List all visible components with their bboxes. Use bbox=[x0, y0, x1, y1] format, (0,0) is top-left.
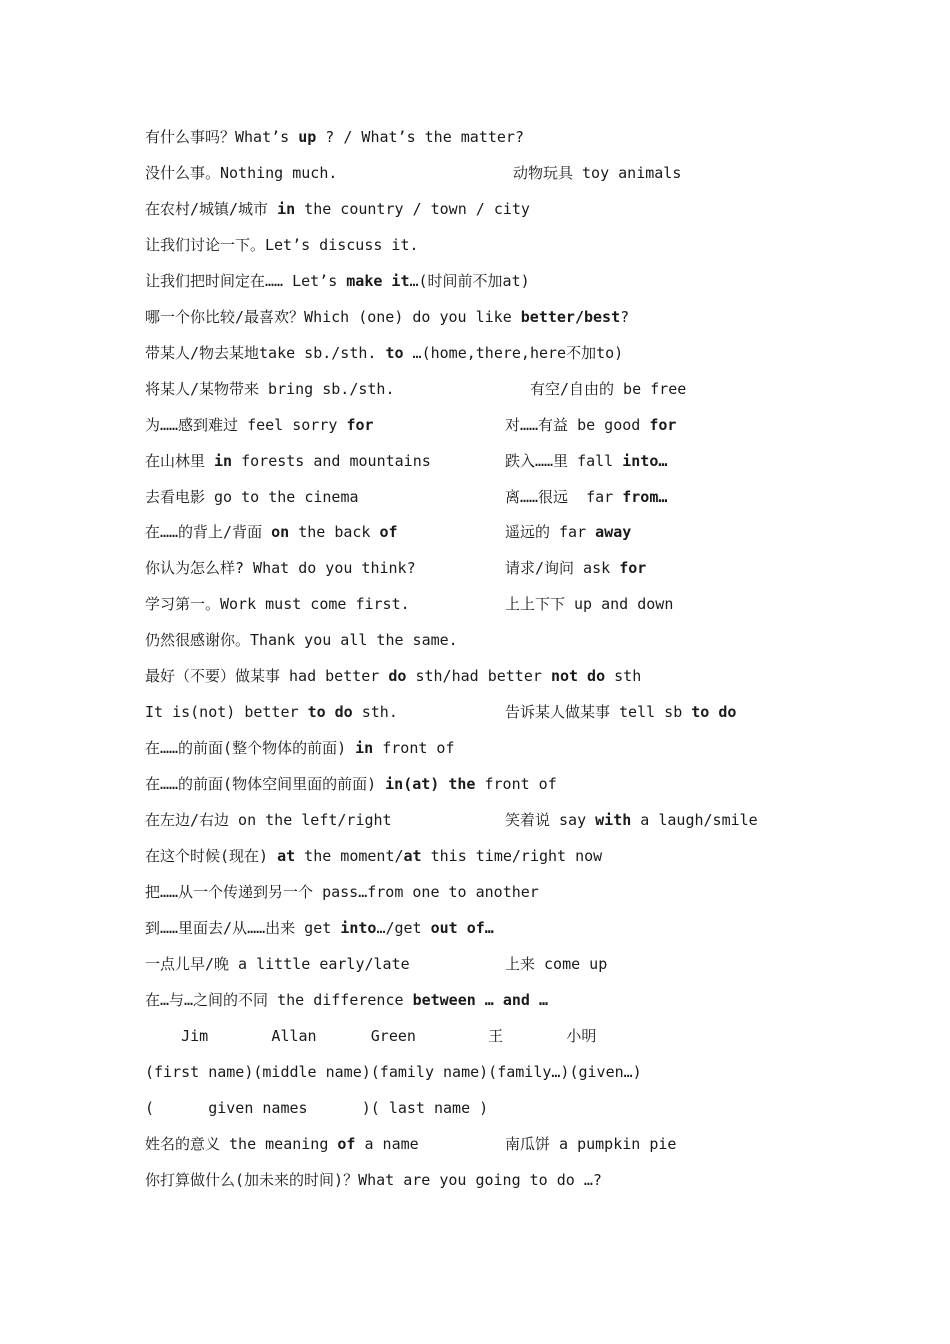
document-line bbox=[145, 592, 410, 616]
document-line bbox=[145, 1132, 419, 1156]
text-segment: 跌入……里 fall bbox=[505, 452, 623, 470]
document-line bbox=[145, 880, 539, 904]
bold-term: between … and … bbox=[412, 991, 549, 1009]
document-line-right-column bbox=[505, 485, 667, 509]
text-segment: 带某人/物去某地take sb./sth. bbox=[145, 344, 386, 362]
bold-term: out of… bbox=[430, 919, 494, 937]
text-segment: 在农村/城镇/城市 bbox=[145, 200, 278, 218]
text-segment: 在这个时候(现在) bbox=[145, 847, 278, 865]
text-segment: 在……的前面(整个物体的前面) bbox=[145, 739, 356, 757]
text-segment: 最好（不要）做某事 had better bbox=[145, 667, 389, 685]
text-segment: sth. bbox=[352, 703, 398, 721]
bold-term: at bbox=[403, 847, 422, 865]
bold-term: in bbox=[355, 739, 374, 757]
bold-term: at bbox=[277, 847, 296, 865]
text-segment: Jim Allan Green 王 小明 bbox=[145, 1027, 597, 1045]
text-segment: 到……里面去/从……出来 get bbox=[145, 919, 341, 937]
text-segment: 告诉某人做某事 tell sb bbox=[505, 703, 692, 721]
document-line bbox=[145, 377, 395, 401]
document-line bbox=[145, 413, 374, 437]
document-line-right-column bbox=[505, 808, 758, 832]
document-line bbox=[145, 233, 419, 257]
text-segment: 让我们把时间定在…… Let’s bbox=[145, 272, 347, 290]
text-segment: the moment/ bbox=[295, 847, 404, 865]
document-line bbox=[145, 664, 641, 688]
text-segment: 上上下下 up and down bbox=[505, 595, 674, 613]
text-segment: forests and mountains bbox=[232, 452, 431, 470]
text-segment: 在左边/右边 on the left/right bbox=[145, 811, 392, 829]
text-segment: this time/right now bbox=[421, 847, 603, 865]
document-line bbox=[145, 341, 623, 365]
document-line bbox=[145, 161, 337, 185]
document-line bbox=[145, 269, 530, 293]
text-segment: 哪一个你比较/最喜欢？Which (one) do you like bbox=[145, 308, 521, 326]
bold-term: of bbox=[337, 1135, 356, 1153]
bold-term: on bbox=[271, 523, 290, 541]
document-line bbox=[145, 1096, 488, 1120]
text-segment: 将某人/某物带来 bring sb./sth. bbox=[145, 380, 395, 398]
document-line-right-column bbox=[505, 1132, 676, 1156]
text-segment: 在……的背上/背面 bbox=[145, 523, 272, 541]
document-line bbox=[145, 520, 398, 544]
bold-term: not do bbox=[550, 667, 606, 685]
text-segment: a name bbox=[355, 1135, 419, 1153]
bold-term: to bbox=[385, 344, 404, 362]
text-segment: 学习第一。Work must come first. bbox=[145, 595, 410, 613]
bold-term: better/best bbox=[520, 308, 621, 326]
text-segment: 去看电影 go to the cinema bbox=[145, 488, 359, 506]
text-segment: the back bbox=[289, 523, 380, 541]
text-segment: 你认为怎么样? What do you think? bbox=[145, 559, 416, 577]
text-segment: 离……很远 far bbox=[505, 488, 623, 506]
text-segment: 有空/自由的 be free bbox=[530, 380, 687, 398]
bold-term: make it bbox=[346, 272, 410, 290]
text-segment: 为……感到难过 feel sorry bbox=[145, 416, 347, 434]
document-line-right-column bbox=[505, 556, 646, 580]
document-line bbox=[145, 952, 410, 976]
document-line bbox=[145, 305, 629, 329]
bold-term: for bbox=[346, 416, 374, 434]
text-segment: …(home,there,here不加to) bbox=[403, 344, 624, 362]
text-segment: 没什么事。Nothing much. bbox=[145, 164, 338, 182]
document-line-right-column bbox=[505, 449, 667, 473]
document-line-right-column bbox=[505, 592, 673, 616]
bold-term: into… bbox=[622, 452, 668, 470]
text-segment: a laugh/smile bbox=[631, 811, 758, 829]
document-line bbox=[145, 1060, 642, 1084]
text-segment: ? bbox=[620, 308, 630, 326]
text-segment: …/get bbox=[376, 919, 431, 937]
bold-term: from… bbox=[622, 488, 668, 506]
text-segment: 在……的前面(物体空间里面的前面) bbox=[145, 775, 386, 793]
document-line bbox=[145, 485, 359, 509]
document-line bbox=[145, 808, 392, 832]
bold-term: away bbox=[595, 523, 632, 541]
document-line bbox=[145, 125, 524, 149]
text-segment: 一点儿早/晚 a little early/late bbox=[145, 955, 410, 973]
bold-term: in bbox=[214, 452, 233, 470]
text-segment: 请求/询问 ask bbox=[505, 559, 620, 577]
text-segment: 在…与…之间的不同 the difference bbox=[145, 991, 413, 1009]
text-segment: the country / town / city bbox=[295, 200, 530, 218]
text-segment: …(时间前不加at) bbox=[409, 272, 530, 290]
text-segment: 上来 come up bbox=[505, 955, 608, 973]
bold-term: in bbox=[277, 200, 296, 218]
bold-term: in(at) the bbox=[385, 775, 476, 793]
document-line bbox=[145, 988, 548, 1012]
text-segment: ? / What’s the matter? bbox=[316, 128, 524, 146]
text-segment: 在山林里 bbox=[145, 452, 215, 470]
text-segment: It is(not) better bbox=[145, 703, 308, 721]
text-segment: (first name)(middle name)(family name)(family…)(given…) bbox=[145, 1063, 642, 1081]
bold-term: to do bbox=[307, 703, 353, 721]
document-line-right-column bbox=[505, 413, 676, 437]
document-line bbox=[145, 844, 602, 868]
document-line bbox=[145, 556, 416, 580]
text-segment: 把……从一个传递到另一个 pass…from one to another bbox=[145, 883, 539, 901]
document-line bbox=[145, 700, 398, 724]
document-line-right-column bbox=[505, 952, 607, 976]
document-line bbox=[145, 449, 431, 473]
text-segment: 你打算做什么(加未来的时间)？What are you going to do …? bbox=[145, 1171, 602, 1189]
text-segment: 南瓜饼 a pumpkin pie bbox=[505, 1135, 677, 1153]
bold-term: into bbox=[340, 919, 377, 937]
bold-term: for bbox=[619, 559, 647, 577]
text-segment: 笑着说 say bbox=[505, 811, 596, 829]
bold-term: to do bbox=[691, 703, 737, 721]
bold-term: do bbox=[388, 667, 407, 685]
text-segment: 遥远的 far bbox=[505, 523, 596, 541]
document-line bbox=[145, 916, 494, 940]
document-line bbox=[145, 1024, 596, 1048]
document-line bbox=[145, 197, 530, 221]
text-segment: 对……有益 be good bbox=[505, 416, 650, 434]
text-segment: front of bbox=[475, 775, 557, 793]
bold-term: of bbox=[379, 523, 398, 541]
text-segment: 仍然很感谢你。Thank you all the same. bbox=[145, 631, 458, 649]
text-segment: 有什么事吗？What’s bbox=[145, 128, 299, 146]
text-segment: ( given names )( last name ) bbox=[145, 1099, 489, 1117]
text-segment: front of bbox=[373, 739, 455, 757]
text-segment: sth/had better bbox=[406, 667, 551, 685]
text-segment: sth bbox=[605, 667, 642, 685]
document-line bbox=[145, 1168, 602, 1192]
bold-term: for bbox=[649, 416, 677, 434]
document-line-right-column bbox=[505, 520, 631, 544]
bold-term: with bbox=[595, 811, 632, 829]
document-line bbox=[145, 628, 458, 652]
document-line-right-column bbox=[530, 377, 686, 401]
document-line bbox=[145, 772, 557, 796]
text-segment: 姓名的意义 the meaning bbox=[145, 1135, 338, 1153]
bold-term: up bbox=[298, 128, 317, 146]
document-line bbox=[145, 736, 455, 760]
text-segment: 让我们讨论一下。Let’s discuss it. bbox=[145, 236, 419, 254]
document-line-right-column bbox=[505, 700, 736, 724]
text-segment: 动物玩具 toy animals bbox=[513, 164, 682, 182]
document-line-right-column bbox=[513, 161, 681, 185]
